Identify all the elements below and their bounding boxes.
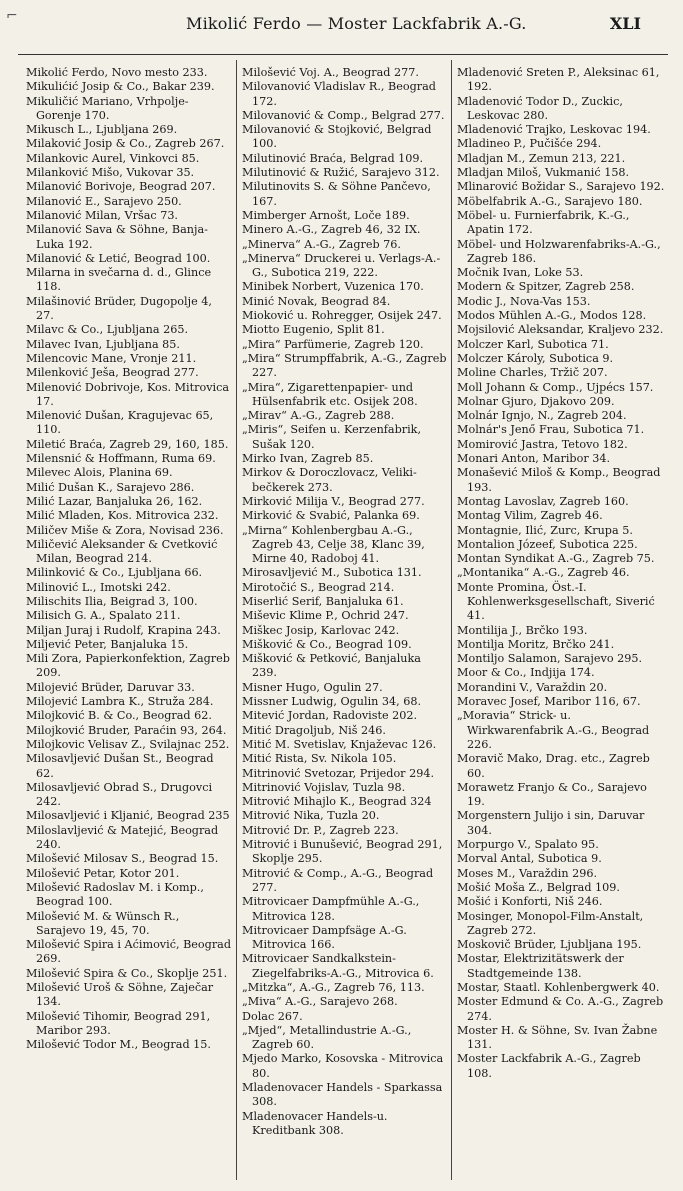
directory-entry: Molnár Ignjo, N., Zagreb 204. bbox=[457, 409, 627, 423]
directory-entry: Milanović Sava & Söhne, Banja-Luka 192. bbox=[26, 223, 208, 251]
directory-entry: „Mirav“ A.-G., Zagreb 288. bbox=[242, 409, 395, 423]
directory-entry: Milić Lazar, Banjaluka 26, 162. bbox=[26, 494, 203, 508]
directory-entry: Miličević Aleksander & Cvetković Milan, Beograd 214. bbox=[26, 537, 218, 566]
directory-entry: Mitić M. Svetislav, Knjaževac 126. bbox=[242, 737, 437, 751]
directory-entry: Momirović Jastra, Tetovo 182. bbox=[457, 437, 628, 451]
directory-entry: Mitrinović Svetozar, Prijedor 294. bbox=[242, 766, 434, 780]
directory-entry: Morawetz Franjo & Co., Sarajevo 19. bbox=[457, 780, 647, 809]
directory-entry: Mladenović Trajko, Leskovac 194. bbox=[457, 123, 651, 137]
directory-entry: Mitrovicaer Dampfsäge A.-G. Mitrovica 166. bbox=[242, 923, 407, 952]
page-header bbox=[0, 14, 683, 44]
directory-entry: Mirkov & Doroczlovacz, Veliki-bečkerek 273. bbox=[242, 466, 417, 494]
directory-entry: Montagnie, Ilić, Zurc, Krupa 5. bbox=[457, 523, 633, 537]
directory-entry: Milischits Ilia, Beigrad 3, 100. bbox=[26, 594, 198, 608]
directory-entry: Milutinovits S. & Söhne Pančevo, 167. bbox=[242, 180, 431, 208]
directory-entry: Milosavljević Obrad S., Drugovci 242. bbox=[26, 780, 213, 809]
directory-entry: Milenović Dušan, Kragujevac 65, 110. bbox=[26, 409, 214, 437]
directory-entry: Mitić Dragoljub, Niš 246. bbox=[242, 723, 386, 737]
directory-entry: „Mira“, Zigarettenpapier- und Hülsenfabrik etc. Osijek 208. bbox=[242, 380, 418, 408]
directory-entry: Miotto Eugenio, Split 81. bbox=[242, 323, 385, 337]
directory-entry: „Moravia“ Strick- u. Wirkwarenfabrik A.-G., Beograd 226. bbox=[457, 709, 650, 751]
page-number: XLI bbox=[609, 14, 641, 33]
directory-entry: Modos Mühlen A.-G., Modos 128. bbox=[457, 309, 647, 323]
directory-entry: Mojsilović Aleksandar, Kraljevo 232. bbox=[457, 323, 664, 337]
directory-entry: Milutinović & Ružić, Sarajevo 312. bbox=[242, 166, 440, 180]
directory-entry: Milencovic Mane, Vronje 211. bbox=[26, 351, 197, 365]
directory-entry: Milenović Dobrivoje, Kos. Mitrovica 17. bbox=[26, 380, 230, 408]
directory-entry: Milojković B. & Co., Beograd 62. bbox=[26, 709, 212, 723]
directory-entry: Mirko Ivan, Zagreb 85. bbox=[242, 452, 374, 466]
directory-entry: Moster Lackfabrik A.-G., Zagreb 108. bbox=[457, 1052, 641, 1080]
directory-entry: Mitrović & Comp., A.-G., Beograd 277. bbox=[242, 866, 434, 894]
directory-entry: Möbelfabrik A.-G., Sarajevo 180. bbox=[457, 194, 643, 208]
directory-entry: Mioković u. Rohregger, Osijek 247. bbox=[242, 309, 442, 323]
directory-entry: Moravec Josef, Maribor 116, 67. bbox=[457, 695, 641, 709]
directory-entry: Molczer Karl, Subotica 71. bbox=[457, 337, 609, 351]
directory-entry: Miserlić Serif, Banjaluka 61. bbox=[242, 594, 404, 608]
directory-entry: Milensnić & Hoffmann, Ruma 69. bbox=[26, 452, 216, 466]
directory-entry: Minero A.-G., Zagreb 46, 32 IX. bbox=[242, 223, 421, 237]
directory-entry: Milašinović Brüder, Dugopolje 4, 27. bbox=[26, 294, 212, 323]
column-divider-2 bbox=[451, 60, 452, 1180]
directory-entry: Moster H. & Söhne, Sv. Ivan Žabne 131. bbox=[457, 1023, 658, 1052]
directory-entry: Milošević Radoslav M. i Komp., Beograd 100. bbox=[26, 880, 204, 909]
directory-entry: Milenković Ješa, Beograd 277. bbox=[26, 366, 199, 380]
directory-entry: Mosinger, Monopol-Film-Anstalt, Zagreb 272. bbox=[457, 909, 644, 937]
directory-entry: Montan Syndikat A.-G., Zagreb 75. bbox=[457, 552, 655, 566]
directory-entry: Montilja Moritz, Brčko 241. bbox=[457, 637, 615, 651]
directory-entry: Milošević Todor M., Beograd 15. bbox=[26, 1038, 211, 1052]
directory-entry: Miljan Juraj i Rudolf, Krapina 243. bbox=[26, 623, 221, 637]
directory-entry: Moskovič Brüder, Ljubljana 195. bbox=[457, 938, 642, 952]
directory-entry: Mitrovicaer Dampfmühle A.-G., Mitrovica 128. bbox=[242, 895, 420, 923]
directory-entry: Mladenović Sreten P., Aleksinac 61, 192. bbox=[457, 66, 660, 94]
directory-entry: Morandini V., Varaždin 20. bbox=[457, 680, 608, 694]
directory-entry: Mošić i Konforti, Niš 246. bbox=[457, 895, 603, 909]
directory-entry: Miličev Miše & Zora, Novisad 236. bbox=[26, 523, 224, 537]
directory-entry: Misner Hugo, Ogulin 27. bbox=[242, 680, 383, 694]
directory-entry: „Mitzka“, A.-G., Zagreb 76, 113. bbox=[242, 981, 425, 994]
directory-entry: Mošić Moša Z., Belgrad 109. bbox=[457, 880, 620, 894]
directory-entry: „Miva“ A.-G., Sarajevo 268. bbox=[242, 995, 398, 1009]
directory-entry: „Mjed“, Metallindustrie A.-G., Zagreb 60. bbox=[242, 1023, 412, 1052]
directory-entry: Minibek Norbert, Vuzenica 170. bbox=[242, 280, 424, 294]
directory-entry: Molnár's Jenő Frau, Subotica 71. bbox=[457, 423, 645, 437]
directory-entry: Milosavljević Dušan St., Beograd 62. bbox=[26, 752, 214, 780]
directory-entry: Mikuličić Mariano, Vrhpolje-Gorenje 170. bbox=[26, 94, 189, 122]
column-divider-1 bbox=[236, 60, 237, 1180]
directory-entry: Milavc & Co., Ljubljana 265. bbox=[26, 323, 189, 337]
directory-entry: Moster Edmund & Co. A.-G., Zagreb 274. bbox=[457, 995, 664, 1023]
directory-entry: „Minerva“ Druckerei u. Verlags-A.-G., Subotica 219, 222. bbox=[242, 251, 441, 280]
directory-entry: Miletić Braća, Zagreb 29, 160, 185. bbox=[26, 437, 229, 451]
directory-entry: Mišković & Petković, Banjaluka 239. bbox=[242, 652, 421, 680]
directory-entry: Milošević Spira & Co., Skoplje 251. bbox=[26, 966, 228, 980]
directory-entry: Miškec Josip, Karlovac 242. bbox=[242, 623, 400, 637]
margin-mark: ⌐ bbox=[6, 8, 18, 24]
directory-entry: Mitrović Nika, Tuzla 20. bbox=[242, 809, 380, 823]
directory-entry: Moline Charles, Tržič 207. bbox=[457, 366, 608, 380]
directory-entry: Milovanović & Stojković, Belgrad 100. bbox=[242, 123, 432, 151]
directory-entry: Molczer Károly, Subotica 9. bbox=[457, 351, 614, 365]
directory-entry: Moses M., Varaždin 296. bbox=[457, 866, 598, 880]
directory-entry: „Minerva“ A.-G., Zagreb 76. bbox=[242, 237, 401, 251]
directory-entry: Milošević Petar, Kotor 201. bbox=[26, 866, 180, 880]
directory-entry: „Miris“, Seifen u. Kerzenfabrik, Sušak 120. bbox=[242, 423, 422, 451]
directory-entry: Möbel- u. Furnierfabrik, K.-G., Apatin 172. bbox=[457, 208, 630, 237]
directory-entry: Molnar Gjuro, Djakovo 209. bbox=[457, 394, 615, 408]
directory-entry: Milošević Spira i Aćimović, Beograd 269. bbox=[26, 938, 232, 966]
directory-entry: Moll Johann & Comp., Ujpécs 157. bbox=[457, 380, 654, 394]
directory-entry: Montiljo Salamon, Sarajevo 295. bbox=[457, 652, 643, 666]
directory-entry: Mitević Jordan, Radoviste 202. bbox=[242, 709, 418, 723]
directory-entry: „Montanika“ A.-G., Zagreb 46. bbox=[457, 566, 630, 580]
directory-entry: Modern & Spitzer, Zagreb 258. bbox=[457, 280, 635, 294]
directory-entry: Mirotočić S., Beograd 214. bbox=[242, 580, 395, 594]
directory-entry: Mikusch L., Ljubljana 269. bbox=[26, 123, 178, 137]
directory-entry: Mimberger Arnošt, Loče 189. bbox=[242, 208, 410, 222]
directory-entry: Mikolić Ferdo, Novo mesto 233. bbox=[26, 66, 208, 79]
directory-entry: Milovanović & Comp., Belgrad 277. bbox=[242, 108, 445, 122]
directory-entry: Mlinarović Božidar S., Sarajevo 192. bbox=[457, 180, 665, 194]
directory-entry: Milošević Voj. A., Beograd 277. bbox=[242, 66, 419, 79]
directory-entry: Dolac 267. bbox=[242, 1009, 303, 1023]
directory-entry: Montag Lavoslav, Zagreb 160. bbox=[457, 494, 629, 508]
directory-entry: Milevec Alois, Planina 69. bbox=[26, 466, 173, 480]
directory-entry: Milankovic Aurel, Vinkovci 85. bbox=[26, 151, 200, 165]
directory-entry: Milutinović Braća, Belgrad 109. bbox=[242, 151, 424, 165]
directory-entry: „Mirna“ Kohlenbergbau A.-G., Zagreb 43, Celje 38, Klanc 39, Mirne 40, Radoboj 41. bbox=[242, 523, 425, 566]
directory-entry: Milisich G. A., Spalato 211. bbox=[26, 609, 181, 623]
directory-entry: Montag Vilim, Zagreb 46. bbox=[457, 509, 603, 523]
directory-entry: Morval Antal, Subotica 9. bbox=[457, 852, 602, 866]
directory-entry: Milošević M. & Wünsch R., Sarajevo 19, 45, 70. bbox=[26, 909, 180, 937]
directory-entry: Mladjan Miloš, Vukmanić 158. bbox=[457, 166, 630, 180]
directory-entry: Milanović Borivoje, Beograd 207. bbox=[26, 180, 216, 194]
directory-entry: Milić Dušan K., Sarajevo 286. bbox=[26, 480, 195, 494]
directory-entry: Milošević Tihomir, Beograd 291, Maribor 293. bbox=[26, 1009, 211, 1037]
directory-entry: Milošević Uroš & Söhne, Zaječar 134. bbox=[26, 981, 214, 1009]
directory-entry: Moravič Mako, Drag. etc., Zagreb 60. bbox=[457, 752, 650, 780]
directory-entry: Milosavljević i Kljanić, Beograd 235 bbox=[26, 809, 230, 823]
directory-entry: Mladenovacer Handels-u. Kreditbank 308. bbox=[242, 1109, 388, 1137]
directory-entry: Milinović L., Imotski 242. bbox=[26, 580, 171, 594]
directory-column-3 bbox=[457, 66, 667, 1081]
directory-entry: Mladineo P., Pučišće 294. bbox=[457, 137, 602, 151]
directory-entry: Milanović & Letić, Beograd 100. bbox=[26, 251, 211, 265]
directory-entry: Monašević Miloš & Komp., Beograd 193. bbox=[457, 466, 661, 494]
directory-entry: „Mira“ Strumpffabrik, A.-G., Zagreb 227. bbox=[242, 351, 447, 380]
directory-entry: Möbel- und Holzwarenfabriks-A.-G., Zagreb 186. bbox=[457, 237, 661, 265]
header-rule bbox=[18, 54, 668, 55]
directory-entry: Modic J., Nova-Vas 153. bbox=[457, 294, 591, 308]
directory-entry: Milošević Milosav S., Beograd 15. bbox=[26, 852, 219, 866]
directory-entry: Mitić Rista, Sv. Nikola 105. bbox=[242, 752, 397, 766]
directory-entry: Missner Ludwig, Ogulin 34, 68. bbox=[242, 695, 422, 709]
directory-entry: Močnik Ivan, Loke 53. bbox=[457, 266, 584, 280]
directory-entry: Miševic Klime P., Ochrid 247. bbox=[242, 609, 409, 623]
directory-column-1 bbox=[26, 66, 232, 1052]
directory-entry: Milavec Ivan, Ljubljana 85. bbox=[26, 337, 180, 351]
directory-entry: Milić Mladen, Kos. Mitrovica 232. bbox=[26, 509, 219, 523]
directory-entry: Milanović E., Sarajevo 250. bbox=[26, 194, 182, 208]
directory-entry: Milaković Josip & Co., Zagreb 267. bbox=[26, 137, 225, 151]
directory-entry: Morgenstern Julijo i sin, Daruvar 304. bbox=[457, 809, 645, 837]
directory-entry: Milojković Bruder, Paraćin 93, 264. bbox=[26, 723, 227, 737]
directory-entry: Mišković & Co., Beograd 109. bbox=[242, 637, 412, 651]
directory-entry: Montilija J., Brčko 193. bbox=[457, 623, 588, 637]
directory-entry: Moor & Co., Indjija 174. bbox=[457, 666, 595, 680]
directory-entry: Monte Promina, Öst.-I. Kohlenwerksgesellschaft, Siverić 41. bbox=[457, 580, 655, 623]
directory-entry: Miloslavljević & Matejić, Beograd 240. bbox=[26, 823, 219, 852]
directory-column-2 bbox=[242, 66, 448, 1138]
directory-entry: Mladenovacer Handels - Sparkassa 308. bbox=[242, 1081, 443, 1109]
directory-entry: Milanović Milan, Vršac 73. bbox=[26, 208, 178, 222]
directory-entry: Mladjan M., Zemun 213, 221. bbox=[457, 151, 626, 165]
directory-entry: Milarna in svečarna d. d., Glince 118. bbox=[26, 266, 212, 294]
directory-entry: Milojević Brüder, Daruvar 33. bbox=[26, 680, 195, 694]
directory-entry: Mikulićić Josip & Co., Bakar 239. bbox=[26, 80, 215, 94]
running-head: Mikolić Ferdo — Moster Lackfabrik A.-G. bbox=[186, 14, 527, 33]
directory-entry: Montalion Józeef, Subotica 225. bbox=[457, 537, 638, 551]
directory-entry: Mirković & Svabić, Palanka 69. bbox=[242, 509, 420, 523]
directory-entry: Mitrović i Bunušević, Beograd 291, Skoplje 295. bbox=[242, 838, 443, 866]
directory-entry: Mostar, Staatl. Kohlenbergwerk 40. bbox=[457, 981, 660, 994]
directory-entry: Mladenović Todor D., Zuckic, Leskovac 280. bbox=[457, 94, 623, 122]
directory-entry: Mostar, Elektrizitätswerk der Stadtgemeinde 138. bbox=[457, 952, 624, 980]
directory-entry: Mirosavljević M., Subotica 131. bbox=[242, 566, 422, 580]
directory-entry: Mitrović Dr. P., Zagreb 223. bbox=[242, 823, 399, 837]
directory-entry: Milinković & Co., Ljubljana 66. bbox=[26, 566, 203, 580]
directory-entry: „Mira“ Parfümerie, Zagreb 120. bbox=[242, 337, 424, 351]
directory-entry: Milojević Lambra K., Struža 284. bbox=[26, 695, 214, 709]
directory-entry: Milanković Mišo, Vukovar 35. bbox=[26, 166, 195, 180]
directory-entry: Minić Novak, Beograd 84. bbox=[242, 294, 391, 308]
directory-entry: Mitrovicaer Sandkalkstein-Ziegelfabriks-A.-G., Mitrovica 6. bbox=[242, 952, 434, 980]
directory-entry: Monari Anton, Maribor 34. bbox=[457, 452, 611, 466]
directory-entry: Miljević Peter, Banjaluka 15. bbox=[26, 637, 189, 651]
directory-entry: Mitrinović Vojislav, Tuzla 98. bbox=[242, 780, 406, 794]
directory-entry: Mjedo Marko, Kosovska - Mitrovica 80. bbox=[242, 1052, 444, 1080]
directory-entry: Milovanović Vladislav R., Beograd 172. bbox=[242, 80, 436, 108]
directory-entry: Mitrović Mihajlo K., Beograd 324 bbox=[242, 795, 432, 809]
directory-entry: Milojkovic Velisav Z., Svilajnac 252. bbox=[26, 737, 230, 751]
directory-entry: Mirković Milija V., Beograd 277. bbox=[242, 494, 425, 508]
directory-entry: Morpurgo V., Spalato 95. bbox=[457, 838, 599, 852]
directory-entry: Mili Zora, Papierkonfektion, Zagreb 209. bbox=[26, 652, 230, 680]
